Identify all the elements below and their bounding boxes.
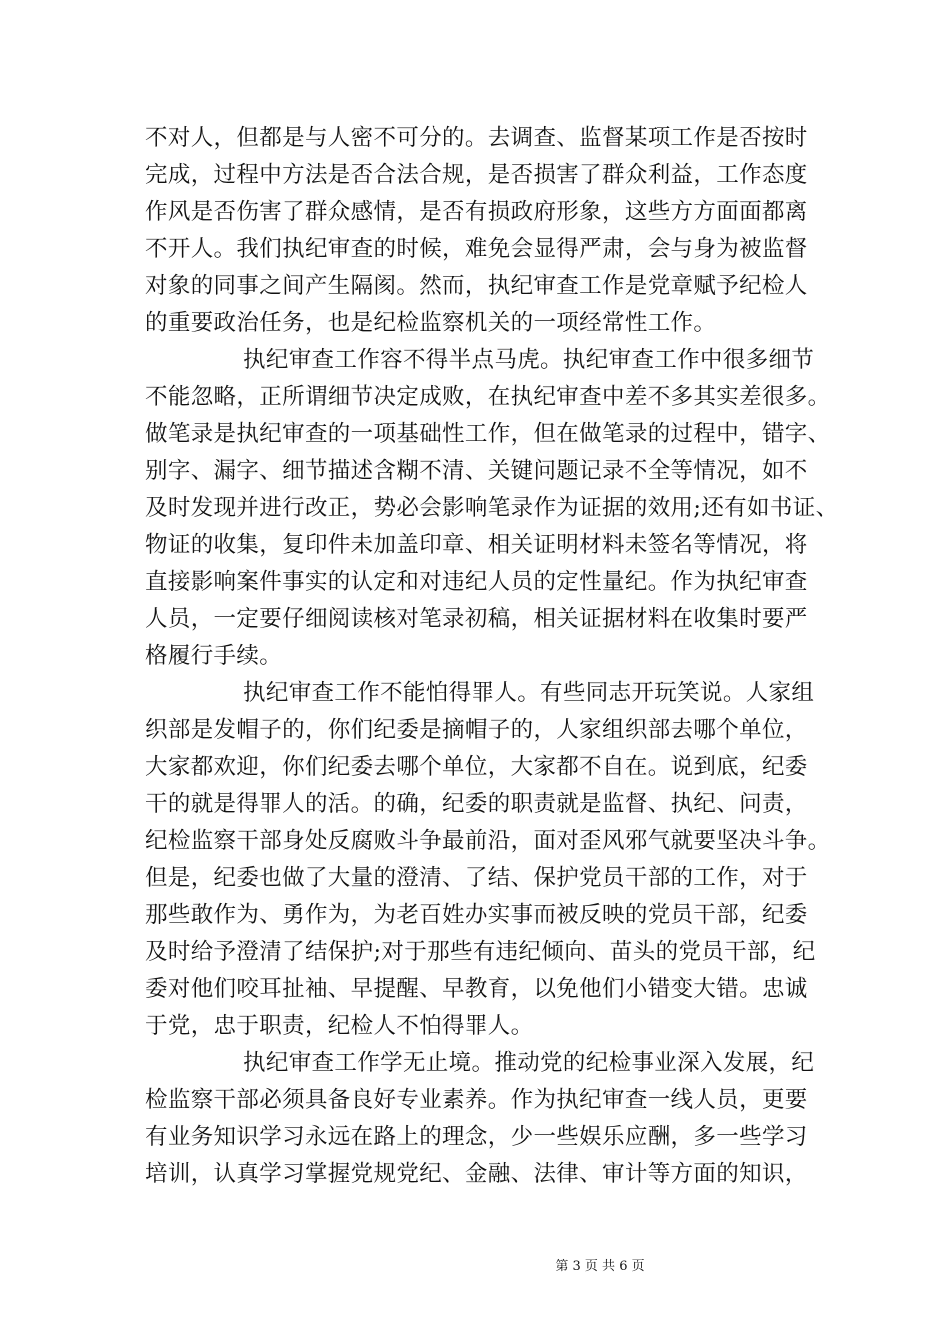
text-line: 但是，纪委也做了大量的澄清、了结、保护党员干部的工作，对于 — [145, 865, 808, 891]
text-line: 织部是发帽子的，你们纪委是摘帽子的，人家组织部去哪个单位， — [145, 717, 808, 743]
text-line: 格履行手续。 — [145, 643, 283, 669]
text-line: 纪检监察干部身处反腐败斗争最前沿，面对歪风邪气就要坚决斗争。 — [145, 828, 831, 854]
text-line: 直接影响案件事实的认定和对违纪人员的定性量纪。作为执纪审查 — [145, 569, 808, 595]
paragraph-first-line: 执纪审查工作容不得半点马虎。执纪审查工作中很多细节 — [243, 347, 815, 373]
text-line: 有业务知识学习永远在路上的理念，少一些娱乐应酬，多一些学习 — [145, 1124, 808, 1150]
paragraph-first-line: 执纪审查工作不能怕得罪人。有些同志开玩笑说。人家组 — [243, 680, 815, 706]
text-line: 的重要政治任务，也是纪检监察机关的一项经常性工作。 — [145, 310, 717, 336]
page-number-footer: 第 3 页 共 6 页 — [555, 1259, 645, 1274]
text-line: 于党，忠于职责，纪检人不怕得罪人。 — [145, 1013, 534, 1039]
text-line: 作风是否伤害了群众感情，是否有损政府形象，这些方方面面都离 — [145, 199, 808, 225]
text-line: 不对人，但都是与人密不可分的。去调查、监督某项工作是否按时 — [145, 125, 808, 151]
text-line: 别字、漏字、细节描述含糊不清、关键问题记录不全等情况，如不 — [145, 458, 808, 484]
paragraph-first-line: 执纪审查工作学无止境。推动党的纪检事业深入发展，纪 — [243, 1050, 815, 1076]
text-line: 不能忽略，正所谓细节决定成败，在执纪审查中差不多其实差很多。 — [145, 384, 831, 410]
text-line: 人员，一定要仔细阅读核对笔录初稿，相关证据材料在收集时要严 — [145, 606, 808, 632]
text-line: 完成，过程中方法是否合法合规，是否损害了群众利益，工作态度 — [145, 162, 808, 188]
text-line: 做笔录是执纪审查的一项基础性工作，但在做笔录的过程中，错字、 — [145, 421, 831, 447]
text-line: 检监察干部必须具备良好专业素养。作为执纪审查一线人员，更要 — [145, 1087, 808, 1113]
text-line: 干的就是得罪人的活。的确，纪委的职责就是监督、执纪、问责， — [145, 791, 808, 817]
text-line: 那些敢作为、勇作为，为老百姓办实事而被反映的党员干部，纪委 — [145, 902, 808, 928]
text-line: 不开人。我们执纪审查的时候，难免会显得严肃，会与身为被监督 — [145, 236, 808, 262]
text-line: 及时给予澄清了结保护;对于那些有违纪倾向、苗头的党员干部，纪 — [145, 939, 816, 965]
text-line: 大家都欢迎，你们纪委去哪个单位，大家都不自在。说到底，纪委 — [145, 754, 808, 780]
text-line: 及时发现并进行改正，势必会影响笔录作为证据的效用;还有如书证、 — [145, 495, 839, 521]
text-line: 物证的收集，复印件未加盖印章、相关证明材料未签名等情况，将 — [145, 532, 808, 558]
text-line: 委对他们咬耳扯袖、早提醒、早教育，以免他们小错变大错。忠诚 — [145, 976, 808, 1002]
text-line: 对象的同事之间产生隔阂。然而，执纪审查工作是党章赋予纪检人 — [145, 273, 808, 299]
text-line: 培训，认真学习掌握党规党纪、金融、法律、审计等方面的知识， — [145, 1161, 808, 1187]
